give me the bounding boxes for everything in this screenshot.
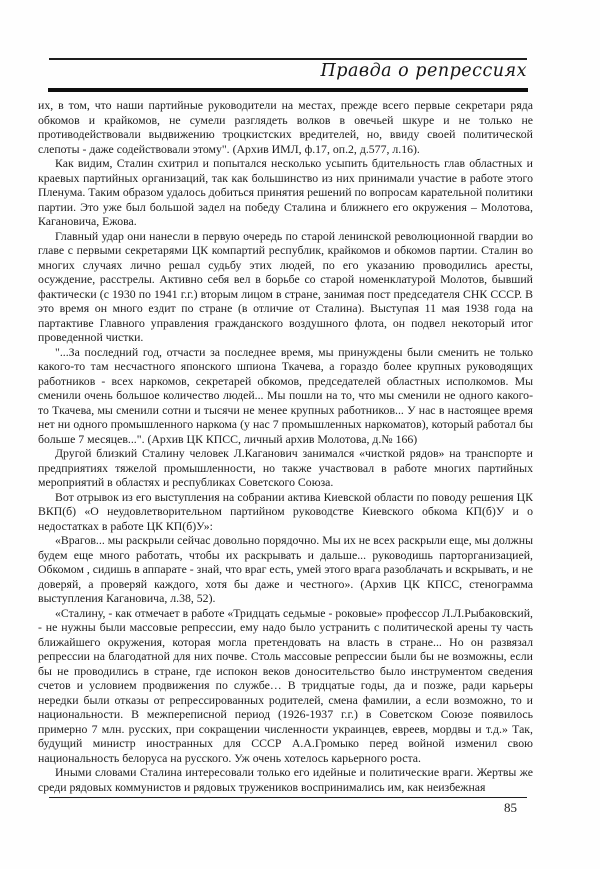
- paragraph: Как видим, Сталин схитрил и попытался несколько усыпить бдительность глав областных и краевых партийных организаций, так как большинство из них принимали участие в работе этого Пленума. Таким образом удалось добиться принятия решений по вопросам карательной политики партии. Это уже был большой задел на победу Сталина и ближнего его окружения – Молотова, Кагановича, Ежова.: [38, 156, 533, 228]
- paragraph: «Сталину, - как отмечает в работе «Тридцать седьмые - роковые» профессор Л.Л.Рыбаковский, - не нужны были массовые репрессии, ему надо было устранить с политической арены ту часть ближайшего окружения, которая могла претендовать на власть в стране... Но он развязал репрессии на благодатной для них почве. Столь массовые репрессии были бы не возможны, если бы не проводились в стране, где испокон веков доносительство было инструментом сведения счетов и условием продвижения по службе… В тридцатые годы, да и позже, ради карьеры нередки были отказы от репрессированных родителей, смена фамилии, а если возможно, то и национальности. В межпереписной период (1926-1937 г.г.) в Советском Союзе появилось примерно 7 млн. русских, при сокращении численности украинцев, евреев, мордвы и т.д.» Так, будущий министр иностранных для СССР А.А.Громыко перед войной изменил свою национальность белоруса на русского. Уж очень хотелось карьерного роста.: [38, 605, 533, 765]
- paragraph: Другой близкий Сталину человек Л.Каганович занимался «чисткой рядов» на транспорте и предприятиях тяжелой промышленности, но также участвовал в работе многих партийных мероприятий в областях и республиках Советского Союза.: [38, 446, 533, 489]
- header-rule-thick: [48, 88, 528, 92]
- paragraph: их, в том, что наши партийные руководители на местах, прежде всего первые секретари ряда обкомов и крайкомов, не сумели разглядеть волков в овечьей шкуре и не только не противодействовали выдвижению троцкистских вредителей, но, ввиду своей политической слепоты - даже содействовали этому". (Архив ИМЛ, ф.17, оп.2, д.577, л.16).: [38, 98, 533, 156]
- header-rule-thin: [49, 58, 527, 60]
- page-number: 85: [504, 800, 517, 815]
- paragraph: Вот отрывок из его выступления на собрании актива Киевской области по поводу решения ЦК ВКП(б) «О неудовлетворительном партийном руководстве Киевского обкома КП(б)У и о недостатках в работе ЦК КП(б)У»:: [38, 489, 533, 533]
- footer-rule: [49, 797, 527, 798]
- paragraph: Иными словами Сталина интересовали только его идейные и политические враги. Жертвы же среди рядовых коммунистов и рядовых тружеников воспринимались им, как неизбежная: [38, 765, 533, 794]
- paragraph: «Врагов... мы раскрыли сейчас довольно порядочно. Мы их не всех раскрыли еще, мы должны будем еще много работать, чтобы их раскрывать и дальше... руководишь парторганизацией, Обкомом , сидишь в аппарате - знай, что враг есть, умей этого врага разоблачать и вскрывать, и не доверяй, а проверяй каждого, хотя бы даже и честного». (Архив ЦК КПСС, стенограмма выступления Кагановича, л.38, 52).: [38, 533, 533, 605]
- running-head-title: Правда о репрессиях: [320, 61, 527, 81]
- paragraph: Главный удар они нанесли в первую очередь по старой ленинской революционной гвардии во главе с первыми секретарями ЦК компартий республик, крайкомов и обкомов партии. Сталин во многих случаях лично решал судьбу этих людей, по его указанию проводились аресты, осуждение, расстрелы. Активно себя вел в борьбе со старой номенклатурой Молотов, бывший фактически (с 1930 по 1941 г.г.) вторым лицом в стране, занимая пост председателя СНК СССР. В это время он много ездит по стране (в отличие от Сталина). Выступая 11 мая 1938 года на партактиве Главного управления гражданского воздушного флота, он подвел некоторый итог проведенной чистки.: [38, 228, 533, 344]
- page-body-text: [38, 98, 533, 794]
- paragraph: "...За последний год, отчасти за последнее время, мы принуждены были сменить не только какого-то там несчастного японского шпиона Ткачева, а гораздо более крупных руководящих работников - всех наркомов, секретарей обкомов, председателей областных исполкомов. Мы сменили очень большое количество людей... Мы пошли на то, что мы сменили не одного какого-то Ткачева, мы сменили сотни и тысячи не менее крупных работников... У нас в настоящее время нет ни одного промышленного наркома (у нас 7 промышленных наркоматов), который работал бы больше 7 месяцев...". (Архив ЦК КПСС, личный архив Молотова, д.№ 166): [38, 344, 533, 446]
